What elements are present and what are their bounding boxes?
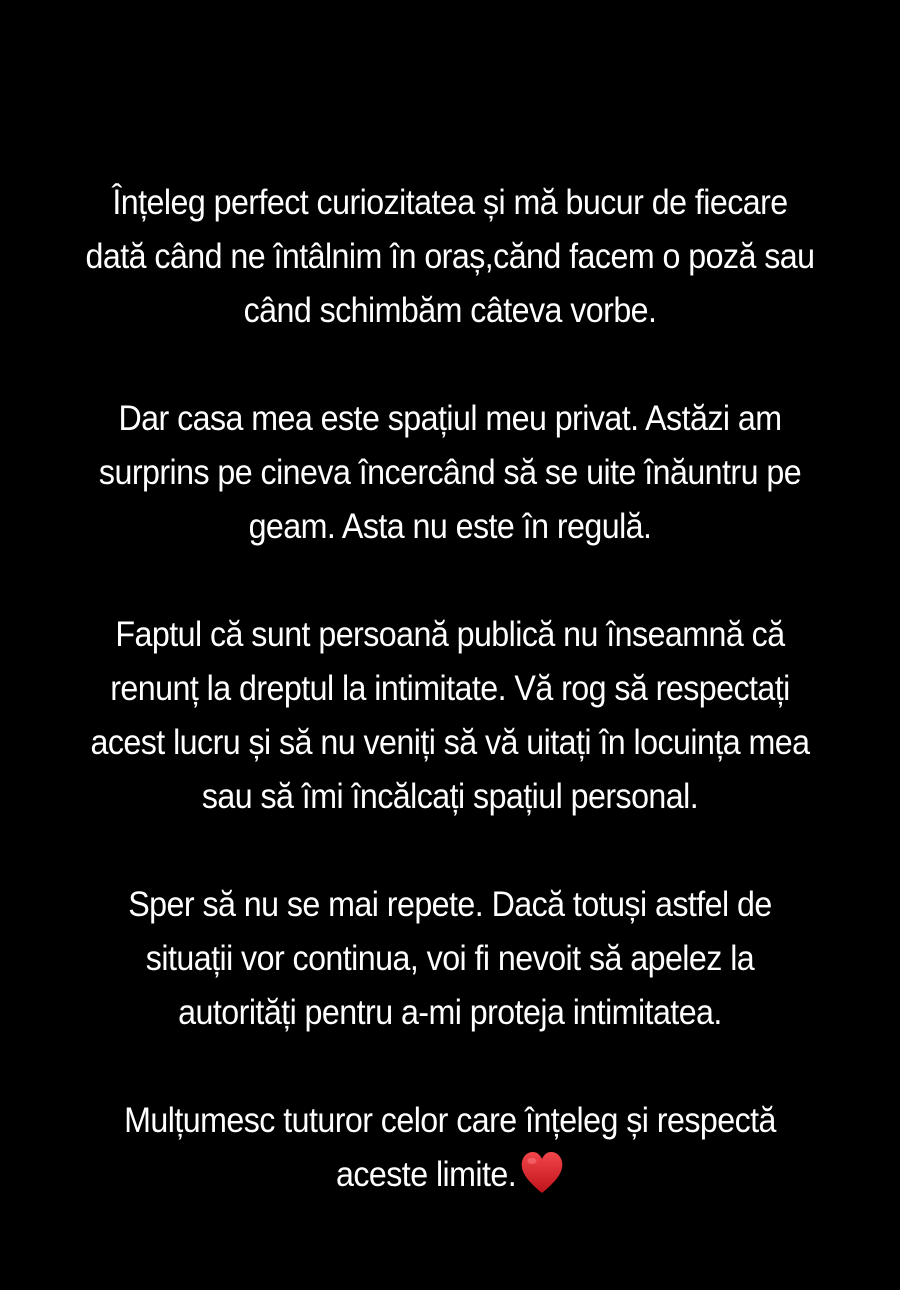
text-line: surprins pe cineva încercând să se uite înăuntru pe — [98, 453, 802, 492]
heart-icon — [520, 1151, 564, 1195]
paragraph-1 — [64, 176, 837, 338]
text-line: acest lucru și să nu veniți să vă uitați în locuința mea — [90, 723, 810, 762]
text-line: Înțeleg perfect curiozitatea și mă bucur de fiecare — [112, 183, 788, 222]
story-text — [64, 176, 837, 1202]
text-line: sau să îmi încălcați spațiul personal. — [201, 777, 699, 816]
text-line-with-heart — [64, 1148, 837, 1202]
text-fragment: aceste limite. — [335, 1155, 517, 1194]
text-line: Dar casa mea este spațiul meu privat. Astăzi am — [118, 399, 782, 438]
paragraph-2 — [64, 392, 837, 554]
text-line: autorități pentru a-mi proteja intimitatea. — [178, 993, 722, 1032]
text-line: renunț la dreptul la intimitate. Vă rog să respectați — [110, 669, 790, 708]
paragraph-5 — [64, 1094, 837, 1202]
text-line: Faptul că sunt persoană publică nu înseamnă că — [115, 615, 785, 654]
text-line: când schimbăm câteva vorbe. — [243, 291, 657, 330]
paragraph-3 — [64, 608, 837, 824]
text-line: situații vor continua, voi fi nevoit să apelez la — [145, 939, 755, 978]
paragraph-4 — [64, 878, 837, 1040]
text-line: geam. Asta nu este în regulă. — [248, 507, 652, 546]
text-line: Sper să nu se mai repete. Dacă totuși astfel de — [128, 885, 772, 924]
text-line: dată când ne întâlnim în oraș,cănd facem o poză sau — [85, 237, 815, 276]
text-line: Mulțumesc tuturor celor care înțeleg și respectă — [124, 1101, 776, 1140]
